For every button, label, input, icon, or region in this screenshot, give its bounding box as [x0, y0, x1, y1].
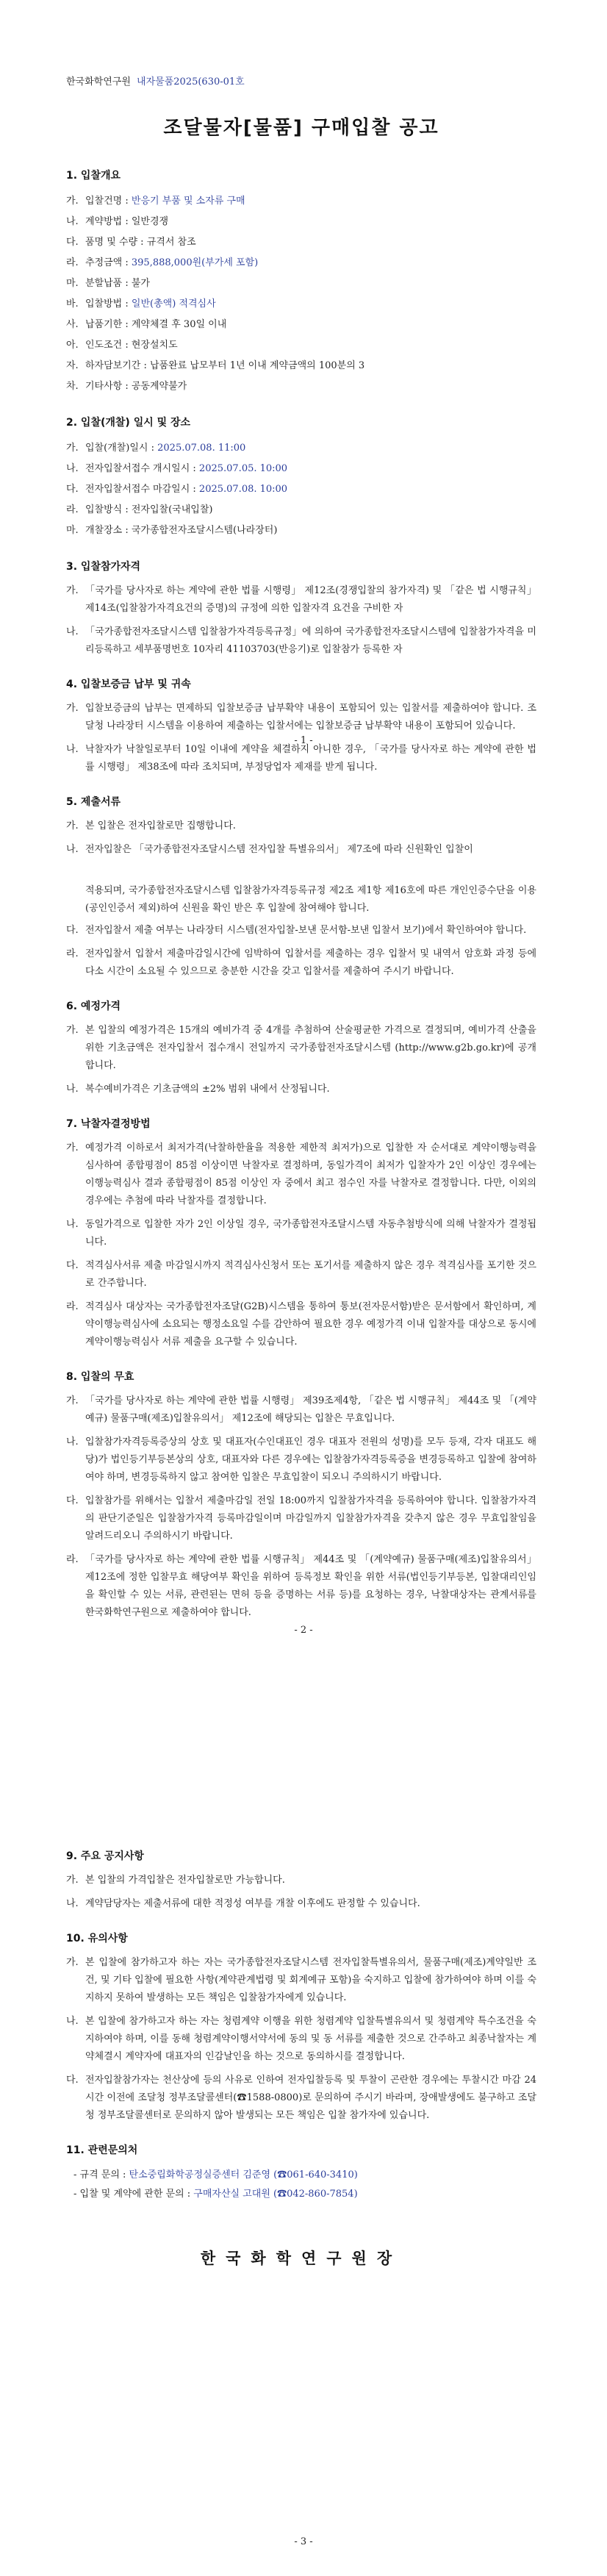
overview-item: 라. 추정금액 : 395,888,000원(부가세 포함): [66, 257, 259, 268]
signature: 한국화학연구원장: [200, 2249, 403, 2267]
schedule-list: [66, 438, 536, 541]
schedule-item: 라. 입찰방식 : 전자입찰(국내입찰): [66, 504, 213, 515]
overview-item: 마. 분할납품 : 불가: [66, 278, 150, 289]
submission-item: 라. 전자입찰서 입찰서 제출마감일시간에 임박하여 입찰서를 제출하는 경우 입찰서 및 내역서 암호화 과정 등에 다소 시간이 소요될 수 있으므로 충분한 시간을 갖고 입찰서를 제출하여 주시기 바랍니다.: [66, 948, 536, 977]
overview-item: 자. 하자담보기간 : 납품완료 납모부터 1년 이내 계약금액의 100분의 3: [66, 360, 365, 371]
other-item: 가. 본 입찰의 가격입찰은 전자입찰로만 가능합니다.: [66, 1875, 285, 1886]
invalid-item: 라. 「국가를 당사자로 하는 계약에 관한 법률 시행규칙」 제44조 및 「(계약예규) 물품구매(제조)입찰유의서」 제12조에 정한 입찰무효 해당여부 확인을 위하여 등록정보 확인을 위한 서류(법인등기부등본, 입찰대리인임을 확인할 수 있는 서류, 관련된는 면허 등을 증명하는 서류 등)를 요청하는 경우, 낙찰대상자는 관계서류를 한국화학연구원으로 제출하여야 합니다.: [66, 1554, 536, 1618]
section-title-notes: 10. 유의사항: [66, 1933, 128, 1944]
notes-item: 가. 본 입찰에 참가하고자 하는 자는 국가종합전자조달시스템 전자입찰특별유의서, 물품구매(제조)계약일반 조건, 및 기타 입찰에 필요한 사항(계약관계법령 및 회계예규 포함)을 숙지하고 입찰에 참가하여야 하며 이를 숙지하지 못하여 발생하는 모든 책임은 입찰참가자에게 있습니다.: [66, 1957, 536, 2003]
award-item: 가. 예정가격 이하로서 최저가격(낙찰하한율을 적용한 제한적 최저가)으로 입찰한 자 순서대로 계약이행능력을 심사하여 종합평점이 85점 이상이면 낙찰자로 결정하며, 동일가격이 최저가 입찰자가 2인 이상인 경우에는 이행능력심사 결과 종합평점이 85점 이상인 자 중에서 최고 점수인 자를 낙찰자로 결정합니다. 다만, 이외의 경우에는 추첨에 따라 낙찰자를 결정합니다.: [66, 1142, 536, 1206]
institute-name: 한국화학연구원: [66, 76, 131, 87]
overview-item: 다. 품명 및 수량 : 규격서 참조: [66, 237, 196, 248]
page-3: [0, 1720, 607, 2576]
page-1: [0, 0, 607, 860]
schedule-item: 가. 입찰(개찰)일시 : 2025.07.08. 11:00: [66, 443, 246, 454]
overview-item: 바. 입찰방법 : 일반(총액) 적격심사: [66, 298, 216, 310]
page-number: - 3 -: [294, 2536, 313, 2547]
document-number-line: [66, 74, 536, 87]
page-2-content: [66, 882, 536, 1628]
invalid-item: 나. 입찰참가자격등록증상의 상호 및 대표자(수인대표인 경우 대표자 전원의 성명)를 모두 등재, 각자 대표도 해당)가 법인등기부등본상의 상호, 대표자와 다른 경우에는 입찰참가자격등록증을 변경등록하고 입찰에 참여하여야 하며, 변경등록하지 않고 참여한 입찰은 무효입찰이 되오니 주의하시기 바랍니다.: [66, 1437, 536, 1483]
submission-item: 다. 전자입찰서 제출 여부는 나라장터 시스템(전자입찰-보낸 문서함-보낸 입찰서 보기)에서 확인하여야 합니다.: [66, 925, 527, 936]
page-3-content: [66, 1831, 536, 2269]
invalid-item: 가. 「국가를 당사자로 하는 계약에 관한 법률 시행령」 제39조제4항, 「같은 법 시행규칙」 제44조 및 「(계약예규) 물품구매(제조)입찰유의서」 제12조에 해당되는 입찰은 무효입니다.: [66, 1395, 536, 1424]
section-title-qualification: 3. 입찰참가자격: [66, 561, 141, 573]
overview-item: 아. 인도조건 : 현장설치도: [66, 340, 178, 351]
overview-item: 차. 기타사항 : 공동계약불가: [66, 381, 187, 392]
notes-item: 나. 본 입찰에 참가하고자 하는 자는 청렴계약 이행을 위한 청렴계약 입찰특별유의서 및 청렴계약 특수조건을 숙지하여야 하며, 이를 동해 청렴계약이행서약서에 동의 및 동 서류를 제출한 것으로 간주하고 최종낙찰자는 계약체결시 계약자에 대표자의 인감날인을 하는 것으로 동의하시를 결정합니다.: [66, 2016, 536, 2062]
section-title-award: 7. 낙찰자결정방법: [66, 1118, 151, 1130]
overview-item: 가. 입찰건명 : 반응기 부품 및 소자류 구매: [66, 196, 245, 207]
qualification-item: 나. 「국가종합전자조달시스템 입찰참가자격등록규정」에 의하여 국가종합전자조달시스템에 입찰참가자격을 미리등록하고 세부품명번호 10자리 41103703(반응기)로 입찰참가 등록한 자: [66, 626, 536, 655]
page-number: - 1 -: [294, 735, 313, 746]
contact-item: - 입찰 및 계약에 관한 문의 : 구매자산실 고대원 (☎042-860-7854): [73, 2189, 358, 2200]
award-item: 다. 적격심사서류 제출 마감일시까지 적격심사신청서 또는 포기서를 제출하지 않은 경우 적격심사를 포기한 것으로 간주합니다.: [66, 1260, 536, 1289]
deposit-item: 나. 낙찰자가 낙찰일로부터 10일 이내에 계약을 체결하지 아니한 경우, 「국가를 당사자로 하는 계약에 관한 법률 시행령」 제38조에 따라 조치되며, 부정당업자 제재를 받게 됩니다.: [66, 744, 536, 773]
section-title-overview: 1. 입찰개요: [66, 170, 121, 182]
section-title-estimate: 6. 예정가격: [66, 1001, 121, 1012]
qualification-item: 가. 「국가를 당사자로 하는 계약에 관한 법률 시행령」 제12조(경쟁입찰의 참가자격) 및 「같은 법 시행규칙」 제14조(입찰참가자격요건의 증명)의 규정에 의한 입찰자격 요건을 구비한 자: [66, 585, 536, 614]
submission-item: 나. 전자입찰은 「국가종합전자조달시스템 전자입찰 특별유의서」 제7조에 따라 신원확인 입찰이: [66, 844, 473, 855]
submission-item: 가. 본 입찰은 전자입찰로만 집행합니다.: [66, 820, 236, 831]
page-number: - 2 -: [294, 1625, 313, 1636]
contact-item: - 규격 문의 : 탄소중립화학공정실증센터 김준영 (☎061-640-3410): [73, 2169, 358, 2180]
award-item: 나. 동일가격으로 입찰한 자가 2인 이상일 경우, 국가종합전자조달시스템 자동추첨방식에 의해 낙찰자가 결정됩니다.: [66, 1219, 536, 1248]
estimate-item: 가. 본 입찰의 예정가격은 15개의 예비가격 중 4개를 추첨하여 산술평균한 가격으로 결정되며, 예비가격 산출을 위한 기초금액은 전자입찰서 접수개시 전일까지 국가종합전자조달시스템 (http://www.g2b.go.kr)에 공개합니다.: [66, 1025, 536, 1071]
section-title-deposit: 4. 입찰보증금 납부 및 귀속: [66, 679, 191, 690]
submission-continuation: 적용되며, 국가종합전자조달시스템 입찰참가자격등록규정 제2조 제1항 제16호에 따른 개인인증수단을 이용(공인인증서 제외)하여 신원을 확인 받은 후 입찰에 참여해야 합니다.: [85, 885, 536, 914]
invalid-item: 다. 입찰참가를 위해서는 입찰서 제출마감일 전일 18:00까지 입찰참가자격을 등록하여야 합니다. 입찰참가자격의 판단기준일은 입찰참가자격 등록마감일이며 마감일까지 입찰참가자격을 갖추지 않은 경우 무효입찰임을 알려드리오니 주의하시기 바랍니다.: [66, 1495, 536, 1542]
section-title-contacts: 11. 관련문의처: [66, 2144, 138, 2156]
section-title-other: 9. 주요 공지사항: [66, 1850, 144, 1862]
section-title-submission: 5. 제출서류: [66, 796, 121, 808]
award-item: 라. 적격심사 대상자는 국가종합전자조달(G2B)시스템을 통하여 통보(전자문서함)받은 문서함에서 확인하며, 계약이행능력심사에 소요되는 행정소요일 수를 감안하여 필요한 경우 예정가격 이내 입찰자를 대상으로 동시에 계약이행능력심사 서류 제출을 요구할 수 있습니다.: [66, 1301, 536, 1348]
other-item: 나. 계약담당자는 제출서류에 대한 적정성 여부를 개찰 이후에도 판정할 수 있습니다.: [66, 1898, 420, 1909]
overview-list: [66, 191, 536, 397]
overview-item: 나. 계약방법 : 일반경쟁: [66, 216, 169, 227]
page-title: 조달물자[물품] 구매입찰 공고: [163, 117, 439, 139]
section-title-invalid: 8. 입찰의 무효: [66, 1371, 134, 1383]
notes-item: 다. 전자입찰참가자는 천산상에 등의 사유로 인하여 전자입찰등록 및 투찰이 곤란한 경우에는 투찰시간 마감 24시간 이전에 조달청 정부조달콜센터(☎1588-0800)로 문의하여 주시기 바라며, 장애발생에도 불구하고 조달청 정부조달콜센터로 문의하지 않아 발생되는 모든 책임은 입찰 참가자에 있습니다.: [66, 2075, 536, 2121]
section-title-schedule: 2. 입찰(개찰) 일시 및 장소: [66, 417, 191, 429]
page-2: [0, 860, 607, 1720]
deposit-item: 가. 입찰보증금의 납부는 면제하되 입찰보증금 납부확약 내용이 포함되어 있는 입찰서를 제출하여야 합니다. 조달청 나라장터 시스템을 이용하여 제출하는 입찰서에는 입찰보증금 납부확약 내용이 포함되어 있습니다.: [66, 703, 536, 731]
document-number: 내자물품2025(630-01호: [137, 76, 245, 87]
schedule-item: 다. 전자입찰서접수 마감일시 : 2025.07.08. 10:00: [66, 484, 288, 495]
overview-item: 사. 납품기한 : 계약체결 후 30일 이내: [66, 319, 227, 330]
schedule-item: 나. 전자입찰서접수 개시일시 : 2025.07.05. 10:00: [66, 463, 288, 474]
schedule-item: 마. 개찰장소 : 국가종합전자조달시스템(나라장터): [66, 525, 278, 536]
estimate-item: 나. 복수예비가격은 기초금액의 ±2% 범위 내에서 산정됩니다.: [66, 1084, 330, 1095]
